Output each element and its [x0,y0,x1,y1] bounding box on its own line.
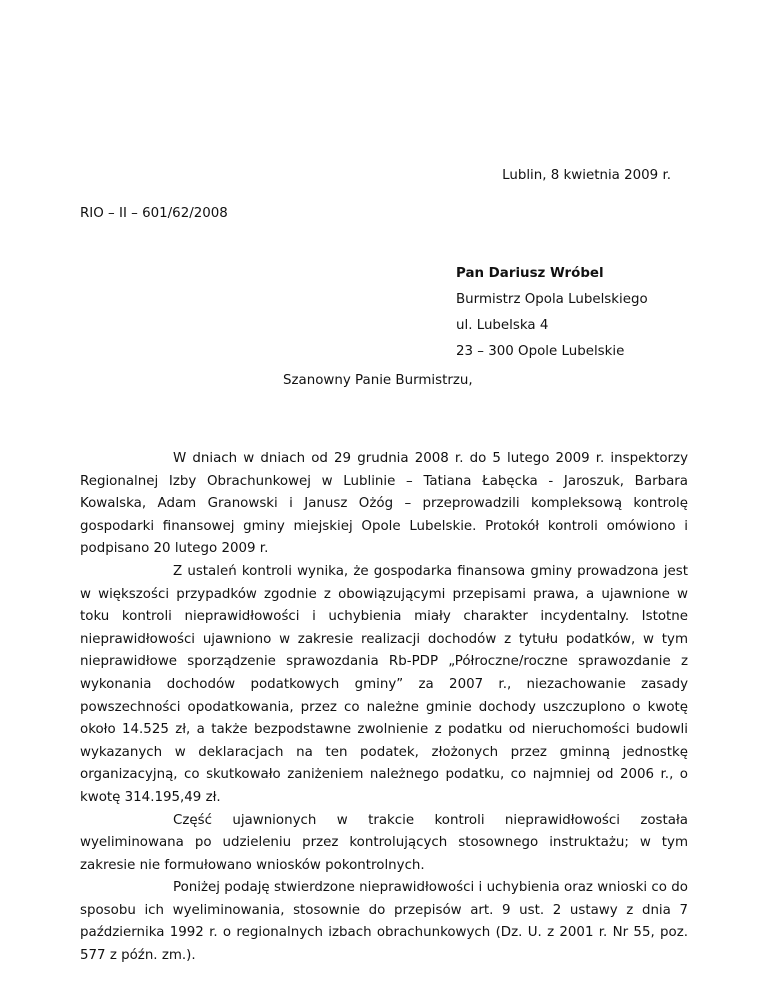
body-paragraph-4: Poniżej podaję stwierdzone nieprawidłowości i uchybienia oraz wnioski co do sposobu ich wyeliminowania, stosownie do przepisów art. 9 ust. 2 ustawy z dnia 7 października 1992 r. o regionalnych izbach obrachunkowych (Dz. U. z 2001 r. Nr 55, poz. 577 z późn. zm.). [80,880,688,964]
letter-body [80,448,688,968]
addressee-title: Burmistrz Opola Lubelskiego [456,292,648,307]
body-paragraph-2: Z ustaleń kontroli wynika, że gospodarka finansowa gminy prowadzona jest w większości przypadków zgodnie z obowiązującymi przepisami prawa, a ujawnione w toku kontroli nieprawidłowości i uchybienia miały charakter incydentalny. Istotne nieprawidłowości ujawniono w zakresie realizacji dochodów z tytułu podatków, w tym nieprawidłowe sporządzenie sprawozdania Rb-PDP „Półroczne/roczne sprawozdanie z wykonania dochodów podatkowych gminy” za 2007 r., niezachowanie zasady powszechności opodatkowania, przez co należne gminie dochody uszczuplono o kwotę około 14.525 zł, a także bezpodstawne zwolnienie z podatku od nieruchomości budowli wykazanych w deklaracjach na ten podatek, złożonych przez gminną jednostkę organizacyjną, co skutkowało zaniżeniem należnego podatku, co najmniej od 2006 r., o kwotę 314.195,49 zł. [80,563,688,805]
body-paragraph-3: Część ujawnionych w trakcie kontroli nieprawidłowości została wyeliminowana po udzieleniu przez kontrolujących stosownego instruktażu; w tym zakresie nie formułowano wniosków pokontrolnych. [80,812,688,873]
body-paragraph-1: W dniach w dniach od 29 grudnia 2008 r. do 5 lutego 2009 r. inspektorzy Regionalnej Izby Obrachunkowej w Lublinie – Tatiana Łabęcka - Jaroszuk, Barbara Kowalska, Adam Granowski i Janusz Ożóg – przeprowadzili kompleksową kontrolę gospodarki finansowej gminy miejskiej Opole Lubelskie. Protokół kontroli omówiono i podpisano 20 lutego 2009 r. [80,451,688,557]
place-and-date: Lublin, 8 kwietnia 2009 r. [502,168,671,183]
case-reference-number: RIO – II – 601/62/2008 [80,206,228,221]
addressee-block [456,261,648,365]
addressee-name: Pan Dariusz Wróbel [456,266,604,281]
addressee-street: ul. Lubelska 4 [456,318,549,333]
salutation: Szanowny Panie Burmistrzu, [283,373,473,388]
addressee-city: 23 – 300 Opole Lubelskie [456,344,625,359]
